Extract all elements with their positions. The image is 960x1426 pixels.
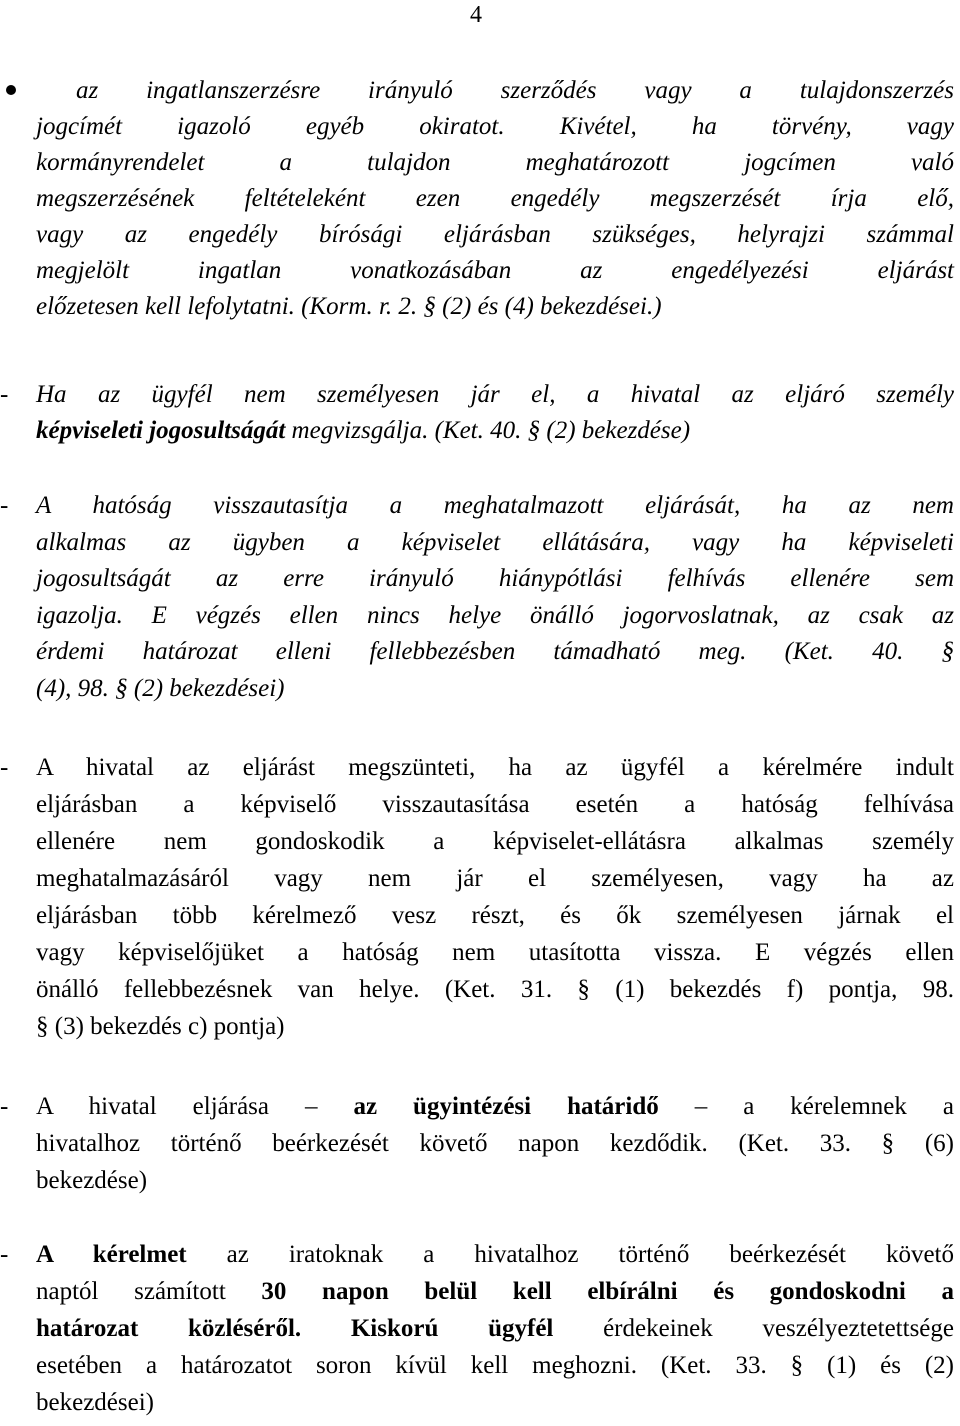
text-line — [36, 1274, 954, 1310]
text-line: meghatalmazásáról vagy nem jár el személyesen, vagy ha az — [36, 865, 954, 892]
text-line: eljárásban a képviselő visszautasítása esetén a hatóság felhívása — [36, 791, 954, 818]
text-line: A hatóság visszautasítja a meghatalmazott eljárását, ha az nem — [36, 492, 954, 519]
text-line: az ingatlanszerzésre irányuló szerződés vagy a tulajdonszerzés — [76, 77, 954, 104]
text-line: § (3) bekezdés c) pontja) — [36, 1013, 285, 1040]
text-line: önálló fellebbezésnek van helye. (Ket. 31. § (1) bekezdés f) pontja, 98. — [36, 976, 954, 1003]
text-line: bekezdése) — [36, 1167, 148, 1194]
text-line: igazolja. E végzés ellen nincs helye önálló jogorvoslatnak, az csak az — [36, 602, 954, 629]
list-dash: - — [0, 1241, 9, 1268]
text-line — [36, 1089, 954, 1125]
text-line: (4), 98. § (2) bekezdései) — [36, 675, 285, 702]
list-dash: - — [0, 1093, 9, 1120]
text-line: eljárásban több kérelmező vesz részt, és ők személyesen járnak el — [36, 902, 954, 929]
text-line — [36, 413, 690, 449]
text-run: – a kérelemnek a — [658, 1093, 954, 1120]
list-dash: - — [0, 754, 9, 781]
text-line: megjelölt ingatlan vonatkozásában az engedélyezési eljárást — [36, 257, 954, 284]
text-line: hivatalhoz történő beérkezését követő napon kezdődik. (Ket. 33. § (6) — [36, 1130, 954, 1157]
text-line: vagy az engedély bírósági eljárásban szükséges, helyrajzi számmal — [36, 221, 954, 248]
text-run: érdekeinek veszélyeztetettsége — [553, 1315, 954, 1342]
bold-text: A kérelmet — [36, 1241, 187, 1268]
text-line: kormányrendelet a tulajdon meghatározott jogcímen való — [36, 149, 954, 176]
text-line: megszerzésének feltételeként ezen engedély megszerzését írja elő, — [36, 185, 954, 212]
bold-text: az ügyintézési határidő — [353, 1093, 659, 1120]
text-run: A hivatal eljárása – — [36, 1093, 354, 1120]
bold-text: képviseleti jogosultságát — [36, 417, 286, 444]
page-number: 4 — [470, 2, 482, 28]
text-run: naptól számított — [36, 1278, 262, 1305]
list-dash: - — [0, 492, 9, 519]
text-line: előzetesen kell lefolytatni. (Korm. r. 2. § (2) és (4) bekezdései.) — [36, 293, 662, 320]
text-line: érdemi határozat elleni fellebbezésben támadható meg. (Ket. 40. § — [36, 638, 954, 665]
text-line: Ha az ügyfél nem személyesen jár el, a hivatal az eljáró személy — [36, 381, 954, 408]
bold-text: 30 napon belül kell elbírálni és gondoskodni a — [261, 1278, 955, 1305]
text-run: az iratoknak a hivatalhoz történő beérkezését követő — [186, 1241, 954, 1268]
bold-text: határozat közléséről. Kiskorú ügyfél — [36, 1315, 554, 1342]
bullet-dot-icon — [6, 85, 16, 95]
list-dash: - — [0, 381, 9, 408]
text-line: jogcímét igazoló egyéb okiratot. Kivétel, ha törvény, vagy — [36, 113, 954, 140]
text-line: ellenére nem gondoskodik a képviselet-ellátásra alkalmas személy — [36, 828, 954, 855]
text-line: A hivatal az eljárást megszünteti, ha az ügyfél a kérelmére indult — [36, 754, 954, 781]
text-line: bekezdései) — [36, 1389, 154, 1416]
text-line: jogosultságát az erre irányuló hiánypótlási felhívás ellenére sem — [36, 565, 954, 592]
text-line: alkalmas az ügyben a képviselet ellátására, vagy ha képviseleti — [36, 529, 954, 556]
text-line: vagy képviselőjüket a hatóság nem utasította vissza. E végzés ellen — [36, 939, 954, 966]
text-line — [36, 1311, 954, 1347]
text-line — [36, 1237, 954, 1273]
text-run: megvizsgálja. (Ket. 40. § (2) bekezdése) — [285, 417, 691, 444]
text-line: esetében a határozatot soron kívül kell meghozni. (Ket. 33. § (1) és (2) — [36, 1352, 954, 1379]
